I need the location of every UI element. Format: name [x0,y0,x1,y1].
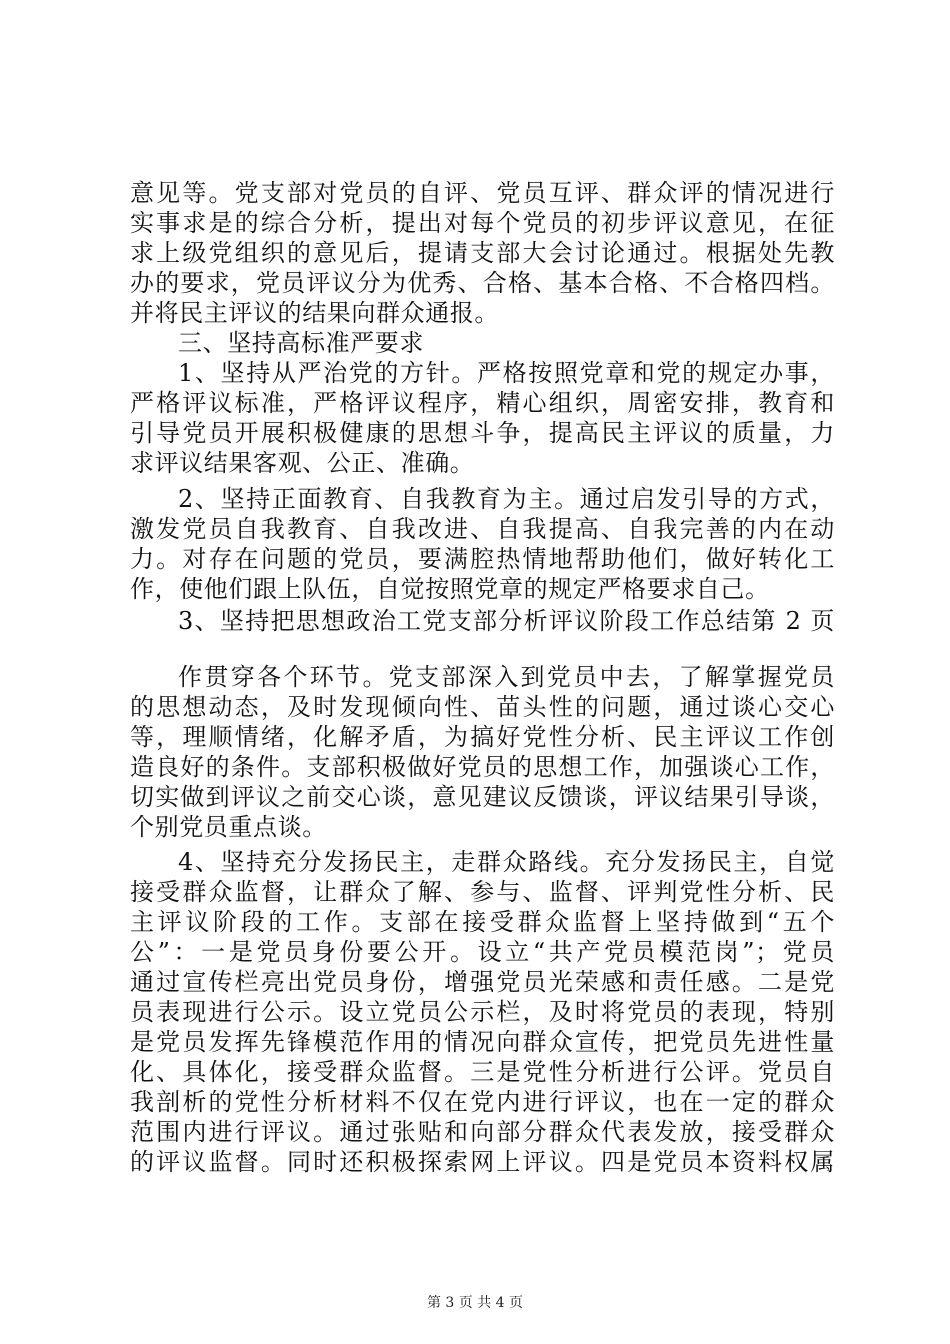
text-line: 力。对存在问题的党员，要满腔热情地帮助他们，做好转化工 [130,545,835,573]
text-line: 的评议监督。同时还积极探索网上评议。四是党员本资料权属 [130,1148,835,1176]
text-line: 引导党员开展积极健康的思想斗争，提高民主评议的质量，力 [130,419,835,447]
text-line: 通过宣传栏亮出党员身份，增强党员光荣感和责任感。二是党 [130,968,835,996]
text-line: 激发党员自我教育、自我改进、自我提高、自我完善的内在动 [130,515,835,543]
text-line: 2、坚持正面教育、自我教育为主。通过启发引导的方式， [178,485,835,513]
text-line: 1、坚持从严治党的方针。严格按照党章和党的规定办事， [178,359,835,387]
text-line: 求评议结果客观、公正、准确。 [130,449,475,477]
text-line: 并将民主评议的结果向群众通报。 [130,299,499,327]
text-line: 等，理顺情绪，化解矛盾，为搞好党性分析、民主评议工作创 [130,723,835,751]
text-line: 公”：一是党员身份要公开。设立“共产党员模范岗”；党员 [130,938,835,966]
text-line: 造良好的条件。支部积极做好党员的思想工作，加强谈心工作， [130,753,835,781]
text-line: 三、坚持高标准严要求 [178,329,424,357]
text-line: 求上级党组织的意见后，提请支部大会讨论通过。根据处先教 [130,239,835,267]
text-line: 范围内进行评议。通过张贴和向部分群众代表发放，接受群众 [130,1118,835,1146]
text-line: 接受群众监督，让群众了解、参与、监督、评判党性分析、民 [130,878,835,906]
text-line: 4、坚持充分发扬民主，走群众路线。充分发扬民主，自觉 [178,848,835,876]
text-line: 办的要求，党员评议分为优秀、合格、基本合格、不合格四档。 [130,269,835,297]
text-line: 我剖析的党性分析材料不仅在党内进行评议，也在一定的群众 [130,1088,835,1116]
text-line: 化、具体化，接受群众监督。三是党性分析进行公评。党员自 [130,1058,835,1086]
text-line: 意见等。党支部对党员的自评、党员互评、群众评的情况进行 [130,179,835,207]
text-line: 严格评议标准，严格评议程序，精心组织，周密安排，教育和 [130,389,835,417]
text-line: 切实做到评议之前交心谈，意见建议反馈谈，评议结果引导谈， [130,783,835,811]
text-line: 是党员发挥先锋模范作用的情况向群众宣传，把党员先进性量 [130,1028,835,1056]
text-line: 作，使他们跟上队伍，自觉按照党章的规定严格要求自己。 [130,575,770,603]
text-line: 3、坚持把思想政治工党支部分析评议阶段工作总结第 2 页 [178,607,835,635]
text-line: 的思想动态，及时发现倾向性、苗头性的问题，通过谈心交心 [130,693,835,721]
text-line: 员表现进行公示。设立党员公示栏，及时将党员的表现，特别 [130,998,835,1026]
text-line: 作贯穿各个环节。党支部深入到党员中去，了解掌握党员 [178,663,835,691]
text-line: 个别党员重点谈。 [130,813,327,841]
text-line: 实事求是的综合分析，提出对每个党员的初步评议意见，在征 [130,209,835,237]
text-line: 主评议阶段的工作。支部在接受群众监督上坚持做到“五个 [130,908,835,936]
page-footer: 第 3 页 共 4 页 [426,1295,524,1311]
